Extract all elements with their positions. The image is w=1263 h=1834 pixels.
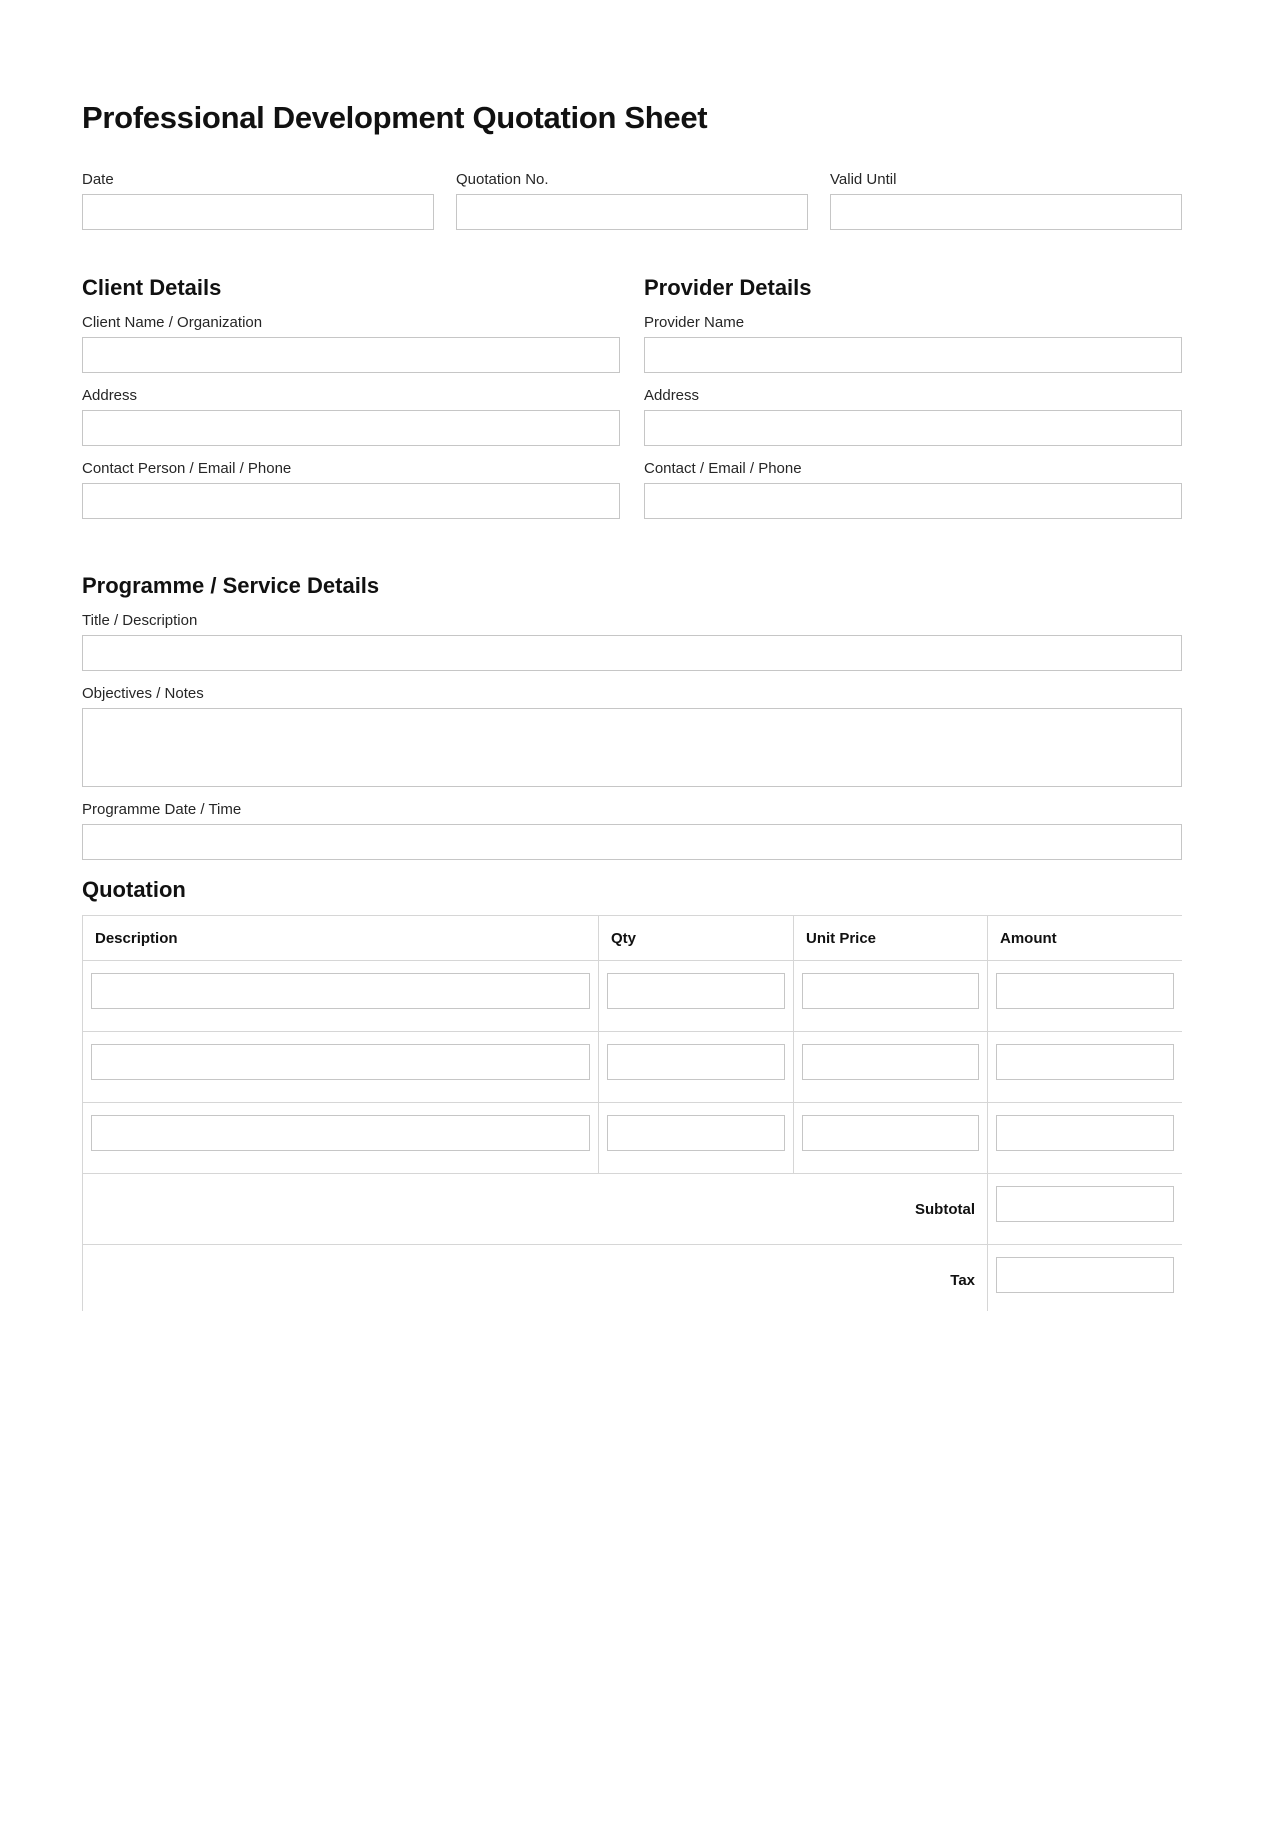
item-3-qty-input[interactable]	[607, 1115, 785, 1151]
provider-contact-input[interactable]	[644, 483, 1182, 519]
amount-cell	[988, 961, 1183, 1032]
quotation-no-label: Quotation No.	[456, 171, 549, 188]
item-2-description-input[interactable]	[91, 1044, 590, 1080]
item-2-qty-input[interactable]	[607, 1044, 785, 1080]
table-row	[83, 1032, 1183, 1103]
objectives-notes-textarea[interactable]	[82, 708, 1182, 787]
client-contact-input[interactable]	[82, 483, 620, 519]
provider-name-input[interactable]	[644, 337, 1182, 373]
item-3-description-input[interactable]	[91, 1115, 590, 1151]
date-input[interactable]	[82, 194, 434, 230]
client-address-field-group	[82, 386, 620, 446]
column-header-description: Description	[83, 916, 599, 961]
valid-until-field-group	[830, 170, 1182, 230]
programme-title-label: Title / Description	[82, 612, 198, 629]
qty-cell	[599, 1103, 794, 1174]
client-details-section	[82, 272, 620, 532]
date-label: Date	[82, 171, 114, 188]
client-contact-field-group	[82, 459, 620, 519]
column-header-amount: Amount	[988, 916, 1183, 961]
column-header-unit-price: Unit Price	[794, 916, 988, 961]
quotation-heading: Quotation	[82, 877, 186, 902]
client-address-input[interactable]	[82, 410, 620, 446]
programme-service-details-heading: Programme / Service Details	[82, 573, 380, 598]
client-details-heading: Client Details	[82, 275, 222, 300]
tax-row	[83, 1245, 1183, 1312]
programme-service-details-section	[82, 570, 1182, 860]
tax-input[interactable]	[996, 1257, 1174, 1293]
quotation-table	[82, 915, 1182, 1311]
provider-contact-label: Contact / Email / Phone	[644, 460, 802, 477]
subtotal-input[interactable]	[996, 1186, 1174, 1222]
client-name-input[interactable]	[82, 337, 620, 373]
qty-cell	[599, 1032, 794, 1103]
provider-details-section	[644, 272, 1182, 532]
table-row	[83, 1103, 1183, 1174]
client-name-label: Client Name / Organization	[82, 314, 263, 331]
tax-label: Tax	[83, 1245, 988, 1312]
form-content	[82, 97, 1182, 1311]
client-address-label: Address	[82, 387, 138, 404]
item-1-amount-input[interactable]	[996, 973, 1174, 1009]
subtotal-amount-cell	[988, 1174, 1183, 1245]
description-cell	[83, 1032, 599, 1103]
client-name-field-group	[82, 313, 620, 373]
subtotal-row	[83, 1174, 1183, 1245]
page-title: Professional Development Quotation Sheet	[82, 100, 708, 135]
item-2-unit-price-input[interactable]	[802, 1044, 979, 1080]
programme-date-input[interactable]	[82, 824, 1182, 860]
programme-date-label: Programme Date / Time	[82, 801, 242, 818]
provider-contact-field-group	[644, 459, 1182, 519]
description-cell	[83, 961, 599, 1032]
amount-cell	[988, 1103, 1183, 1174]
amount-cell	[988, 1032, 1183, 1103]
programme-title-field-group	[82, 611, 1182, 671]
unit-price-cell	[794, 1032, 988, 1103]
tax-amount-cell	[988, 1245, 1183, 1312]
table-row	[83, 961, 1183, 1032]
programme-title-input[interactable]	[82, 635, 1182, 671]
item-1-description-input[interactable]	[91, 973, 590, 1009]
item-3-unit-price-input[interactable]	[802, 1115, 979, 1151]
provider-name-label: Provider Name	[644, 314, 745, 331]
client-provider-row	[82, 272, 1182, 532]
quotation-section	[82, 874, 1182, 1311]
quotation-no-input[interactable]	[456, 194, 808, 230]
meta-fields-row	[82, 170, 1182, 230]
valid-until-label: Valid Until	[830, 171, 897, 188]
subtotal-label: Subtotal	[83, 1174, 988, 1245]
item-1-qty-input[interactable]	[607, 973, 785, 1009]
provider-address-field-group	[644, 386, 1182, 446]
quotation-table-header-row	[83, 916, 1183, 961]
description-cell	[83, 1103, 599, 1174]
item-3-amount-input[interactable]	[996, 1115, 1174, 1151]
column-header-qty: Qty	[599, 916, 794, 961]
provider-name-field-group	[644, 313, 1182, 373]
provider-address-label: Address	[644, 387, 700, 404]
provider-address-input[interactable]	[644, 410, 1182, 446]
valid-until-input[interactable]	[830, 194, 1182, 230]
objectives-notes-field-group	[82, 684, 1182, 787]
client-contact-label: Contact Person / Email / Phone	[82, 460, 292, 477]
item-2-amount-input[interactable]	[996, 1044, 1174, 1080]
unit-price-cell	[794, 961, 988, 1032]
date-field-group	[82, 170, 434, 230]
unit-price-cell	[794, 1103, 988, 1174]
provider-details-heading: Provider Details	[644, 275, 812, 300]
qty-cell	[599, 961, 794, 1032]
quotation-no-field-group	[456, 170, 808, 230]
objectives-notes-label: Objectives / Notes	[82, 685, 204, 702]
item-1-unit-price-input[interactable]	[802, 973, 979, 1009]
quotation-table-clip	[82, 915, 1182, 1311]
programme-date-field-group	[82, 800, 1182, 860]
